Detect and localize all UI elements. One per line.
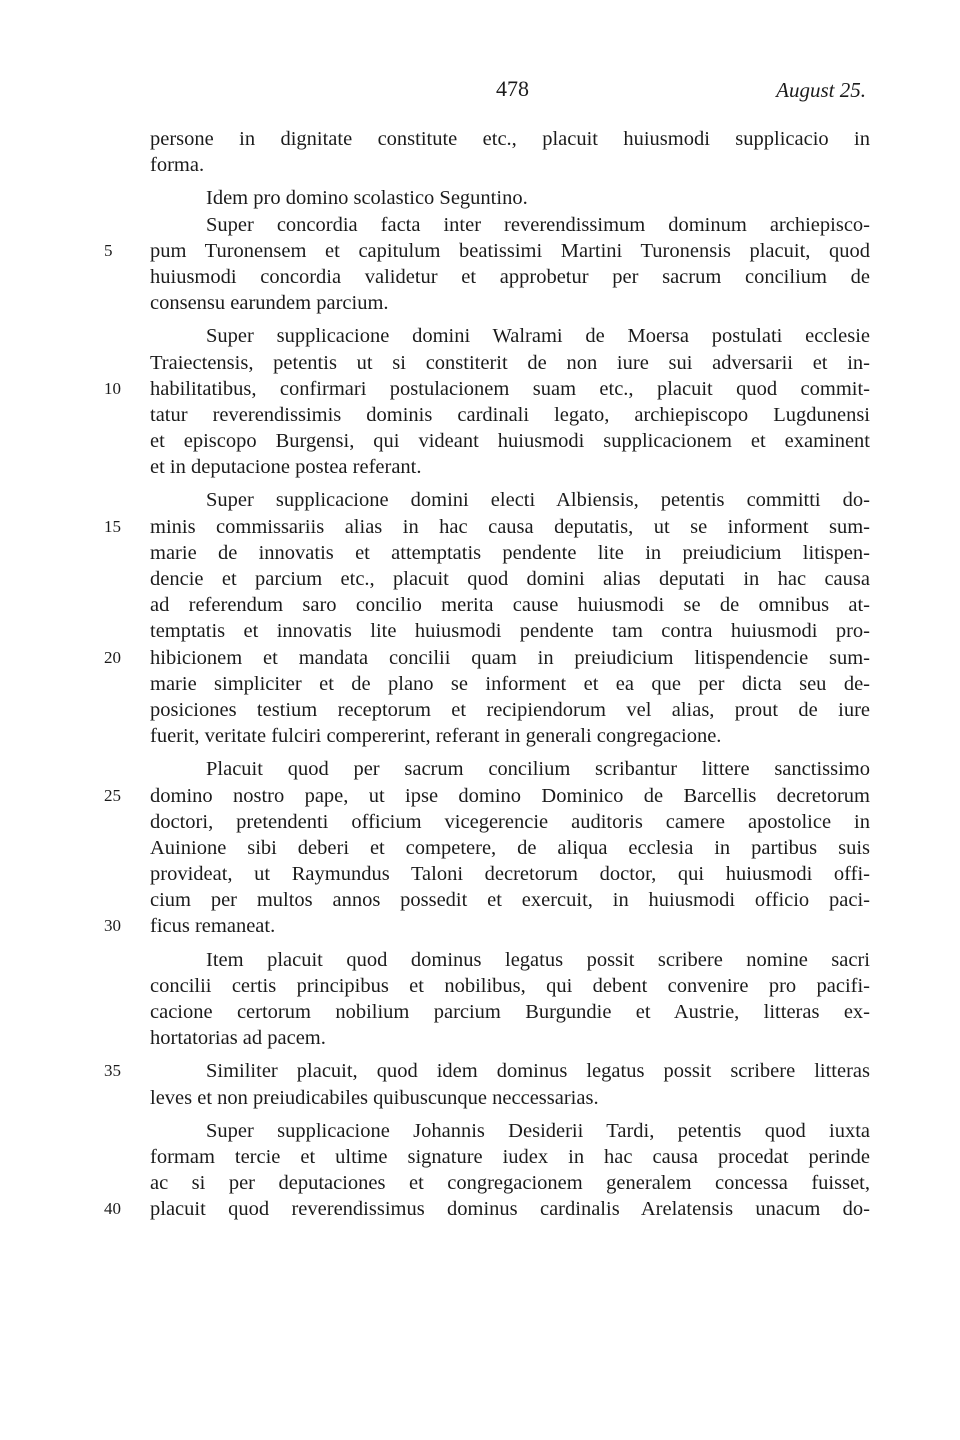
- page-header: [0, 76, 960, 110]
- text-line: [104, 514, 870, 540]
- line-text: Super concordia facta inter reverendissimum dominum archiepisco-: [206, 213, 870, 236]
- line-text: dencie et parcium etc., placuit quod domini alias deputati in hac causa: [150, 568, 870, 590]
- line-number: 25: [104, 785, 121, 805]
- text-line: [150, 723, 870, 749]
- text-line: [104, 238, 870, 264]
- body-text: [104, 126, 870, 1223]
- text-line: [104, 645, 870, 671]
- line-number: 35: [104, 1061, 121, 1081]
- text-line: [150, 350, 870, 376]
- text-line: [150, 290, 870, 316]
- text-line: [150, 861, 870, 887]
- line-text: ac si per deputaciones et congregacionem generalem concessa fuisset,: [150, 1172, 870, 1195]
- text-line: [150, 592, 870, 618]
- text-line: [150, 402, 870, 428]
- line-text: tatur reverendissimis dominis cardinali legato, archiepiscopo Lugdunensi: [150, 403, 870, 426]
- text-line: [150, 428, 870, 454]
- text-line: [150, 264, 870, 290]
- text-line: [150, 1025, 870, 1051]
- line-text: Auinione sibi deberi et competere, de aliqua ecclesia in partibus suis: [150, 836, 870, 859]
- text-line: [150, 947, 870, 973]
- line-text: concilii certis principibus et nobilibus, qui debent convenire pro pacifi-: [150, 974, 870, 997]
- line-text: hortatorias ad pacem.: [150, 1027, 326, 1050]
- text-line: [150, 671, 870, 697]
- line-text: Traiectensis, petentis ut si constiterit de non iure sui adversarii et in-: [150, 351, 870, 374]
- line-text: Similiter placuit, quod idem dominus legatus possit scribere litteras: [206, 1060, 870, 1083]
- line-text: ad referendum saro concilio merita cause huiusmodi se de omnibus at-: [150, 594, 870, 617]
- text-line: [104, 1058, 870, 1084]
- line-text: Super supplicacione Johannis Desiderii Tardi, petentis quod iuxta: [206, 1119, 870, 1142]
- line-text: Super supplicacione domini electi Albiensis, petentis committi do-: [206, 489, 870, 512]
- line-text: provideat, ut Raymundus Taloni decretorum doctor, qui huiusmodi offi-: [150, 863, 870, 886]
- line-text: posiciones testium receptorum et recipiendorum vel alias, prout de iure: [150, 698, 870, 721]
- text-line: [150, 126, 870, 152]
- line-text: consensu earundem parcium.: [150, 292, 389, 315]
- text-line: [150, 999, 870, 1025]
- text-line: [150, 1118, 870, 1144]
- line-number: 40: [104, 1199, 121, 1219]
- text-line: [150, 323, 870, 349]
- line-text: et episcopo Burgensi, qui videant huiusmodi supplicacionem et examinent: [150, 430, 870, 453]
- line-text: fuerit, veritate fulciri compererint, referant in generali congregacione.: [150, 725, 722, 748]
- line-number: 15: [104, 516, 121, 536]
- text-line: [150, 973, 870, 999]
- line-text: ficus remaneat.: [150, 915, 276, 938]
- line-text: domino nostro pape, ut ipse domino Dominico de Barcellis decretorum: [150, 784, 870, 807]
- line-text: minis commissariis alias in hac causa deputatis, ut se informent sum-: [150, 515, 870, 538]
- line-number: 30: [104, 916, 121, 936]
- line-text: cacione certorum nobilium parcium Burgundie et Austrie, litteras ex-: [150, 1001, 870, 1023]
- text-line: [150, 540, 870, 566]
- text-line: [150, 756, 870, 782]
- text-line: [150, 618, 870, 644]
- line-text: placuit quod reverendissimus dominus cardinalis Arelatensis unacum do-: [150, 1198, 870, 1221]
- line-text: Idem pro domino scolastico Seguntino.: [206, 187, 528, 210]
- line-text: temptatis et innovatis lite huiusmodi pendente tam contra huiusmodi pro-: [150, 620, 870, 643]
- line-number: 20: [104, 647, 121, 667]
- text-line: [104, 913, 870, 939]
- line-text: Item placuit quod dominus legatus possit scribere nomine sacri: [206, 948, 870, 971]
- text-line: [150, 1085, 870, 1111]
- line-text: huiusmodi concordia validetur et approbetur per sacrum concilium de: [150, 265, 870, 288]
- line-text: leves et non preiudicabiles quibuscunque neccessarias.: [150, 1086, 599, 1109]
- line-text: et in deputacione postea referant.: [150, 456, 422, 479]
- text-line: [150, 212, 870, 238]
- text-line: [150, 487, 870, 513]
- line-text: cium per multos annos possedit et exercuit, in huiusmodi officio paci-: [150, 889, 870, 912]
- line-text: formam tercie et ultime signature iudex in hac causa procedat perinde: [150, 1145, 870, 1168]
- text-line: [150, 1170, 870, 1196]
- text-line: [150, 887, 870, 913]
- line-text: Placuit quod per sacrum concilium scribantur littere sanctissimo: [206, 758, 870, 781]
- line-number: 5: [104, 240, 113, 260]
- text-line: [150, 809, 870, 835]
- line-text: forma.: [150, 154, 205, 177]
- line-text: hibicionem et mandata concilii quam in preiudicium litispendencie sum-: [150, 646, 870, 669]
- page-number: 478: [496, 76, 529, 101]
- text-line: [150, 185, 870, 211]
- text-line: [104, 1196, 870, 1222]
- line-text: Super supplicacione domini Walrami de Moersa postulati ecclesie: [206, 325, 870, 348]
- text-line: [150, 697, 870, 723]
- text-line: [104, 783, 870, 809]
- line-text: persone in dignitate constitute etc., placuit huiusmodi supplicacio in: [150, 128, 870, 150]
- line-text: habilitatibus, confirmari postulacionem suam etc., placuit quod commit-: [150, 377, 870, 400]
- running-head: August 25.: [776, 78, 866, 102]
- line-text: marie simpliciter et de plano se informent et ea que per dicta seu de-: [150, 672, 870, 695]
- text-line: [150, 152, 870, 178]
- text-line: [150, 454, 870, 480]
- line-text: pum Turonensem et capitulum beatissimi Martini Turonensis placuit, quod: [150, 239, 870, 262]
- line-number: 10: [104, 378, 121, 398]
- line-text: marie de innovatis et attemptatis pendente lite in preiudicium litispen-: [150, 541, 870, 564]
- text-line: [150, 1144, 870, 1170]
- text-line: [150, 835, 870, 861]
- text-line: [104, 376, 870, 402]
- text-line: [150, 566, 870, 592]
- line-text: doctori, pretendenti officium vicegerencie auditoris camere apostolice in: [150, 810, 870, 833]
